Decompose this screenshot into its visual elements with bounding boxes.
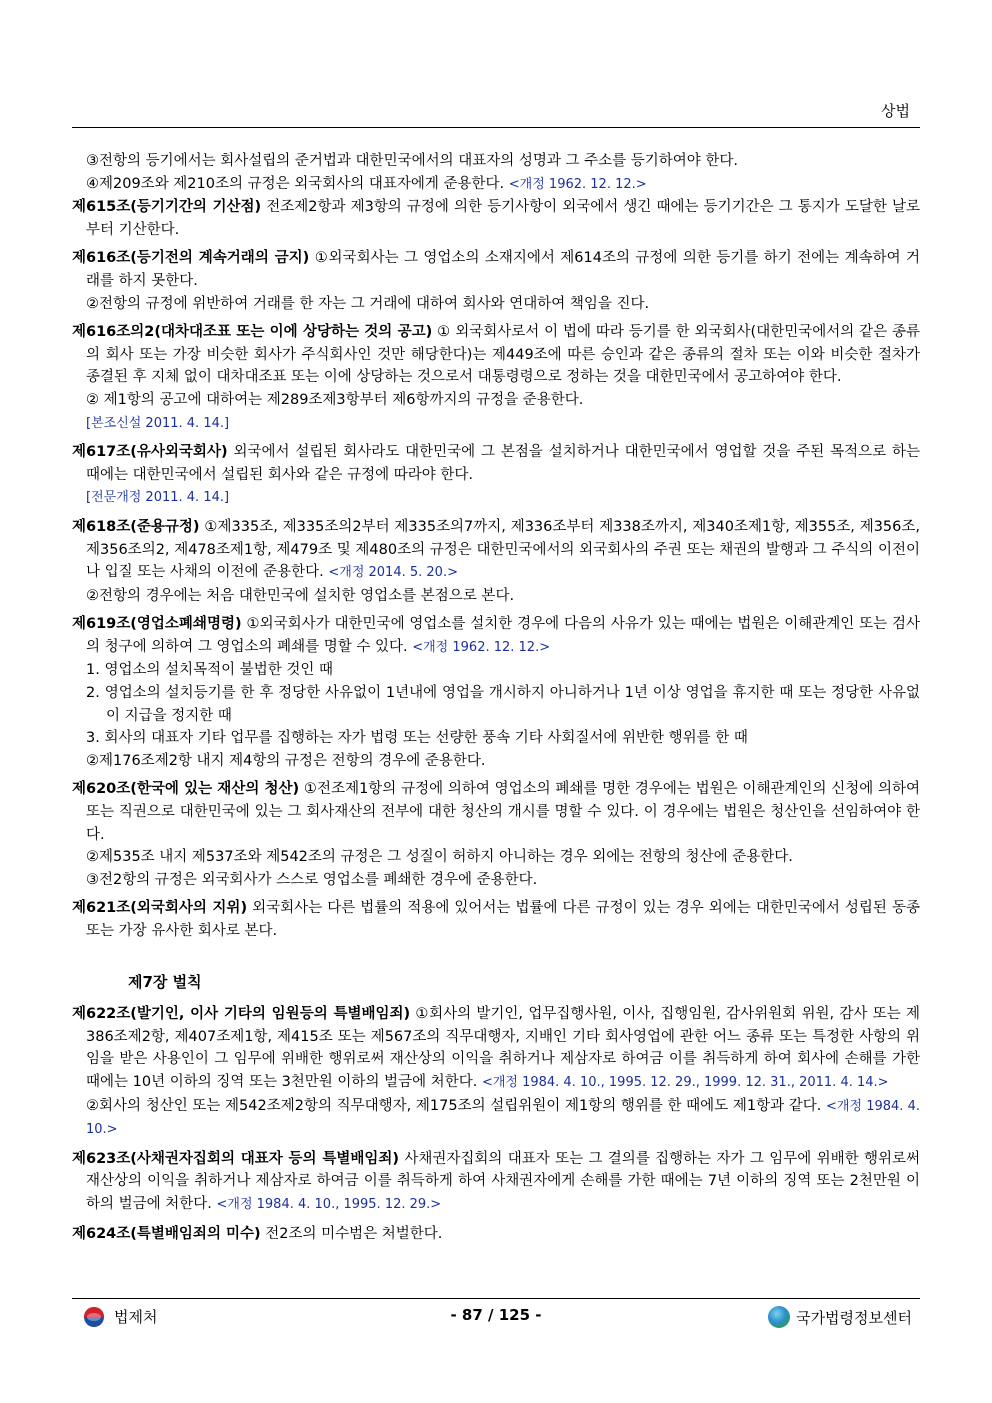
article-first-paragraph: 제624조(특별배임죄의 미수) 전2조의 미수범은 처벌한다. [72, 1225, 443, 1242]
article [72, 613, 920, 772]
article-heading: 제617조(유사외국회사) [72, 444, 228, 461]
article-first-paragraph: 제619조(영업소폐쇄명령) ①외국회사가 대한민국에 영업소를 설치한 경우에 다음의 사유가 있는 때에는 법원은 이해관계인 또는 검사의 청구에 의하여 그 영업소의 폐쇄를 명할 수 있다. <개정 1962. 12. 12.> [72, 616, 921, 655]
footer-divider [72, 1298, 920, 1299]
article [72, 1148, 920, 1217]
article-first-paragraph: 제616조(등기전의 계속거래의 금지) ①외국회사는 그 영업소의 소재지에서 제614조의 규정에 의한 등기를 하기 전에는 계속하여 거래를 하지 못한다. [72, 250, 921, 289]
article-heading: 제616조(등기전의 계속거래의 금지) [72, 250, 310, 267]
article [72, 778, 920, 891]
article-first-paragraph: 제616조의2(대차대조표 또는 이에 상당하는 것의 공고) ① 외국회사로서 이 법에 따라 등기를 한 외국회사(대한민국에서의 같은 종류의 회사 또는 가장 비슷한 회사가 주식회사인 것만 해당한다)는 제449조에 따른 승인과 같은 종류의 절차 또는 이와 비슷한 절차가 종결된 후 지체 없이 대차대조표 또는 이에 상당하는 것으로서 대통령령으로 정하는 것을 대한민국에서 공고하여야 한다. [72, 324, 920, 386]
paragraph: ③전2항의 규정은 외국회사가 스스로 영업소를 폐쇄한 경우에 준용한다. [86, 871, 538, 888]
law-content [72, 150, 920, 1251]
article-first-paragraph: 제620조(한국에 있는 재산의 청산) ①전조제1항의 규정에 의하여 영업소의 폐쇄를 명한 경우에는 법원은 이해관계인의 신청에 의하여 또는 직권으로 대한민국에 있는 그 회사재산의 전부에 대한 청산의 개시를 명할 수 있다. 이 경우에는 법원은 청산인을 선임하여야 한다. [72, 781, 921, 843]
paragraph: ③전항의 등기에서는 회사설립의 준거법과 대한민국에서의 대표자의 성명과 그 주소를 등기하여야 한다. [86, 153, 738, 169]
paragraph: ②제535조 내지 제537조와 제542조의 규정은 그 성질이 허하지 아니하는 경우 외에는 전항의 청산에 준용한다. [86, 849, 793, 866]
article-first-paragraph: 제618조(준용규정) ①제335조, 제335조의2부터 제335조의7까지, 제336조부터 제338조까지, 제340조제1항, 제355조, 제356조, 제356조의2, 제478조제1항, 제479조 및 제480조의 규정은 대한민국에서의 외국회사의 주권 또는 채권의 발행과 그 주식의 이전이나 입질 또는 사채의 이전에 준용한다. <개정 2014. 5. 20.> [72, 518, 921, 581]
paragraph: ② 제1항의 공고에 대하여는 제289조제3항부터 제6항까지의 규정을 준용한다. [86, 391, 584, 408]
article-heading: 제618조(준용규정) [72, 518, 200, 535]
chapter-heading: 제7장 벌칙 [128, 972, 202, 991]
article [72, 196, 920, 241]
amendment-note: <개정 1962. 12. 12.> [412, 639, 551, 655]
article [72, 1223, 920, 1246]
amendment-note: <개정 1962. 12. 12.> [508, 176, 647, 192]
amendment-note: <개정 1984. 4. 10., 1995. 12. 29., 1999. 12. 31., 2011. 4. 14.> [481, 1074, 889, 1090]
footer-right [768, 1306, 912, 1328]
paragraph: ②전항의 규정에 위반하여 거래를 한 자는 그 거래에 대하여 회사와 연대하여 책임을 진다. [86, 295, 650, 312]
article-heading: 제620조(한국에 있는 재산의 청산) [72, 781, 300, 798]
footer [72, 1306, 920, 1330]
page-number: - 87 / 125 - [450, 1306, 542, 1324]
amendment-note: <개정 1984. 4. 10., 1995. 12. 29.> [216, 1196, 442, 1212]
article-heading: 제623조(사채권자집회의 대표자 등의 특별배임죄) [72, 1150, 399, 1167]
paragraph [86, 412, 920, 436]
footer-center-name: 국가법령정보센터 [796, 1308, 912, 1327]
article [72, 441, 920, 510]
amendment-note: <개정 2014. 5. 20.> [328, 565, 458, 581]
amendment-note: [전문개정 2011. 4. 14.] [86, 490, 230, 506]
paragraph: ④제209조와 제210조의 규정은 외국회사의 대표자에게 준용한다. <개정 1962. 12. 12.> [86, 175, 647, 192]
paragraph: ②회사의 청산인 또는 제542조제2항의 직무대행자, 제175조의 설립위원이 제1항의 행위를 한 때에도 제1항과 같다. <개정 1984. 4. 10.> [86, 1097, 920, 1138]
header-divider [72, 127, 920, 128]
article-heading: 제619조(영업소폐쇄명령) [72, 616, 242, 633]
article-first-paragraph: 제617조(유사외국회사) 외국에서 설립된 회사라도 대한민국에 그 본점을 설치하거나 대한민국에서 영업할 것을 주된 목적으로 하는 때에는 대한민국에서 설립된 회사와 같은 규정에 따라야 한다. [72, 444, 920, 483]
article [72, 1003, 920, 1142]
article-heading: 제624조(특별배임죄의 미수) [72, 1225, 261, 1242]
paragraph: ②제176조제2항 내지 제4항의 규정은 전항의 경우에 준용한다. [86, 752, 486, 769]
footer-org-name: 법제처 [114, 1308, 158, 1326]
header-title: 상법 [881, 102, 910, 120]
law-center-logo-icon [768, 1306, 790, 1328]
article-heading: 제622조(발기인, 이사 기타의 임원등의 특별배임죄) [72, 1006, 411, 1023]
article [72, 897, 920, 942]
article-first-paragraph: 제615조(등기기간의 기산점) 전조제2항과 제3항의 규정에 의한 등기사항이 외국에서 생긴 때에는 등기기간은 그 통지가 도달한 날로부터 기산한다. [72, 199, 921, 238]
amendment-note: [본조신설 2011. 4. 14.] [86, 415, 230, 431]
article-first-paragraph: 제623조(사채권자집회의 대표자 등의 특별배임죄) 사채권자집회의 대표자 또는 그 결의를 집행하는 자가 그 임무에 위배한 행위로써 재산상의 이익을 취하거나 제삼자로 하여금 이를 취득하게 하여 사채권자에게 손해를 가한 때에는 7년 이하의 징역 또는 2천만원 이하의 벌금에 처한다. <개정 1984. 4. 10., 1995. 12. 29.> [72, 1150, 920, 1212]
article [72, 516, 920, 607]
article-first-paragraph: 제622조(발기인, 이사 기타의 임원등의 특별배임죄) ①회사의 발기인, 업무집행사원, 이사, 집행임원, 감사위원회 위원, 감사 또는 제386조제2항, 제407조제1항, 제415조 또는 제567조의 직무대행자, 지배인 기타 회사영업에 관한 어느 종류 또는 특정한 사항의 위임을 받은 사용인이 그 임무에 위배한 행위로써 재산상의 이익을 취하거나 제삼자로 하여금 이를 취득하게 하여 회사에 손해를 가한 때에는 10년 이하의 징역 또는 3천만원 이하의 벌금에 처한다. <개정 1984. 4. 10., 1995. 12. 29., 1999. 12. 31., 2011. 4. 14.> [72, 1006, 921, 1090]
paragraph [86, 486, 920, 510]
article-heading: 제615조(등기기간의 기산점) [72, 199, 262, 216]
article-heading: 제621조(외국회사의 지위) [72, 900, 248, 917]
amendment-note: <개정 1984. 4. 10.> [86, 1098, 920, 1138]
article-heading: 제616조의2(대차대조표 또는 이에 상당하는 것의 공고) [72, 324, 433, 341]
list-item: 2. 영업소의 설치등기를 한 후 정당한 사유없이 1년내에 영업을 개시하지 아니하거나 1년 이상 영업을 휴지한 때 또는 정당한 사유없이 지급을 정지한 때 [86, 685, 920, 724]
list-item: 3. 회사의 대표자 기타 업무를 집행하는 자가 법령 또는 선량한 풍속 기타 사회질서에 위반한 행위를 한 때 [86, 730, 748, 747]
paragraph: ②전항의 경우에는 처음 대한민국에 설치한 영업소를 본점으로 본다. [86, 587, 515, 604]
article [72, 247, 920, 315]
list-item: 1. 영업소의 설치목적이 불법한 것인 때 [86, 662, 333, 679]
article-first-paragraph: 제621조(외국회사의 지위) 외국회사는 다른 법률의 적용에 있어서는 법률에 다른 규정이 있는 경우 외에는 대한민국에서 성립된 동종 또는 가장 유사한 회사로 본다. [72, 900, 921, 939]
article [72, 321, 920, 435]
